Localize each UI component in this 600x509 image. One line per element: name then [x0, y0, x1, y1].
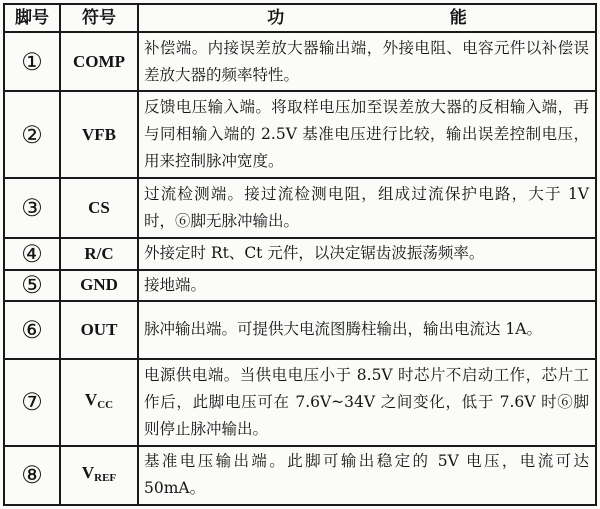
- pin-number: ②: [4, 91, 60, 178]
- pin-number: ③: [4, 178, 60, 237]
- pin-symbol-main: OUT: [80, 319, 118, 339]
- pin-description: 反馈电压输入端。将取样电压加至误差放大器的反相输入端，再与同相输入端的 2.5V 基准电压进行比较，输出误差控制电压，用来控制脉冲宽度。: [138, 91, 596, 178]
- pin-symbol: [60, 178, 138, 237]
- table-row: [4, 238, 596, 270]
- pin-function-table: [3, 3, 597, 506]
- pin-symbol-main: CS: [88, 198, 110, 218]
- pin-symbol: [60, 446, 138, 505]
- pin-description: 脉冲输出端。可提供大电流图腾柱输出，输出电流达 1A。: [138, 301, 596, 358]
- pin-symbol-main: COMP: [73, 51, 125, 71]
- pin-description: 接地端。: [138, 270, 596, 302]
- pin-number: ⑦: [4, 359, 60, 446]
- pin-description: 外接定时 Rt、Ct 元件，以决定锯齿波振荡频率。: [138, 238, 596, 270]
- table-row: [4, 446, 596, 505]
- pin-number: ①: [4, 32, 60, 91]
- table-row: [4, 178, 596, 237]
- table-header-row: [4, 4, 596, 32]
- table-row: [4, 270, 596, 302]
- header-function-char-2: 能: [449, 8, 467, 28]
- table-row: [4, 359, 596, 446]
- pin-description: 基准电压输出端。此脚可输出稳定的 5V 电压，电流可达 50mA。: [138, 446, 596, 505]
- pin-symbol-main: VFB: [82, 124, 116, 144]
- pin-description: 补偿端。内接误差放大器输出端，外接电阻、电容元件以补偿误差放大器的频率特性。: [138, 32, 596, 91]
- pin-symbol: [60, 91, 138, 178]
- table-row: [4, 91, 596, 178]
- pin-number: ④: [4, 238, 60, 270]
- pin-symbol-main: R/C: [84, 243, 114, 263]
- pin-symbol: [60, 238, 138, 270]
- pin-symbol-main: GND: [80, 275, 118, 295]
- pin-number: ⑤: [4, 270, 60, 302]
- header-function: [138, 4, 596, 32]
- table-row: [4, 301, 596, 358]
- pin-number: ⑥: [4, 301, 60, 358]
- pin-symbol-main: V: [84, 389, 98, 409]
- pin-symbol-subscript: CC: [97, 398, 114, 411]
- pin-symbol: [60, 270, 138, 302]
- pin-symbol-main: V: [81, 462, 95, 482]
- pin-symbol-subscript: REF: [94, 471, 117, 484]
- pin-number: ⑧: [4, 446, 60, 505]
- pin-symbol: [60, 301, 138, 358]
- pin-symbol: [60, 359, 138, 446]
- pin-description: 过流检测端。接过流检测电阻，组成过流保护电路，大于 1V 时，⑥脚无脉冲输出。: [138, 178, 596, 237]
- header-pin: 脚号: [4, 4, 60, 32]
- pin-symbol: [60, 32, 138, 91]
- header-function-char-1: 功: [267, 8, 285, 28]
- header-symbol: 符号: [60, 4, 138, 32]
- pin-description: 电源供电端。当供电电压小于 8.5V 时芯片不启动工作，芯片工作后，此脚电压可在 7.6V~34V 之间变化，低于 7.6V 时⑥脚则停止脉冲输出。: [138, 359, 596, 446]
- table-row: [4, 32, 596, 91]
